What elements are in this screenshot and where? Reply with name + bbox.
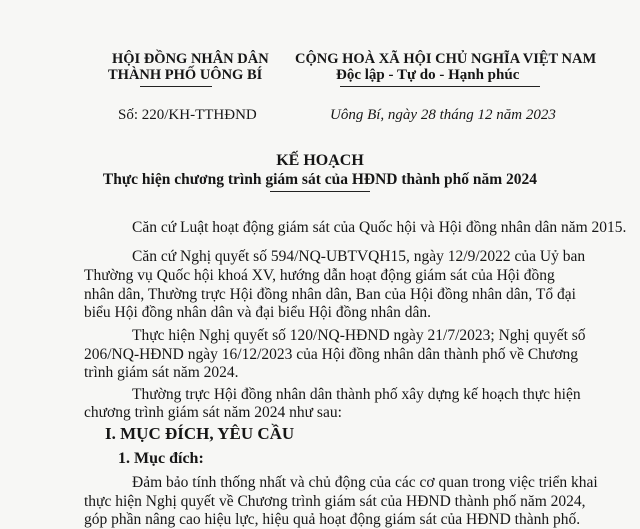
- org-underline: [140, 86, 212, 87]
- document-number: Số: 220/KH-TTHĐND: [118, 107, 257, 123]
- paragraph-line: Thường trực Hội đồng nhân dân thành phố xây dựng kế hoạch thực hiện: [132, 386, 581, 403]
- document-subtitle: Thực hiện chương trình giám sát của HĐND thành phố năm 2024: [102, 171, 538, 188]
- org-name-line1: HỘI ĐỒNG NHÂN DÂN: [112, 51, 269, 67]
- paragraph-line: Thường vụ Quốc hội khoá XV, hướng dẫn hoạt động giám sát của Hội đồng: [84, 267, 555, 284]
- document-title: KẾ HOẠCH: [276, 152, 364, 169]
- title-underline: [270, 191, 370, 192]
- paragraph-line: trình giám sát năm 2024.: [84, 364, 239, 381]
- section-heading: I. MỤC ĐÍCH, YÊU CẦU: [105, 424, 295, 443]
- nation-line2: Độc lập - Tự do - Hạnh phúc: [336, 67, 520, 83]
- nation-underline: [340, 86, 540, 87]
- paragraph-line: góp phần nâng cao hiệu lực, hiệu quả hoạt động giám sát của HĐND thành phố.: [84, 511, 581, 528]
- paragraph-line: Căn cứ Nghị quyết số 594/NQ-UBTVQH15, ngày 12/9/2022 của Uỷ ban: [132, 248, 586, 265]
- org-name-line2: THÀNH PHỐ UÔNG BÍ: [108, 67, 263, 83]
- nation-line1: CỘNG HOÀ XÃ HỘI CHỦ NGHĨA VIỆT NAM: [295, 51, 597, 67]
- paragraph-line: Đảm bảo tính thống nhất và chủ động của các cơ quan trong việc triển khai: [132, 474, 598, 491]
- place-date: Uông Bí, ngày 28 tháng 12 năm 2023: [330, 107, 556, 123]
- paragraph-line: chương trình giám sát năm 2024 như sau:: [84, 404, 342, 421]
- paragraph-line: Thực hiện Nghị quyết số 120/NQ-HĐND ngày 21/7/2023; Nghị quyết số: [132, 327, 586, 344]
- subsection-heading: 1. Mục đích:: [118, 450, 204, 467]
- paragraph-line: biểu Hội đồng nhân dân và đại biểu Hội đồng nhân dân.: [84, 304, 431, 321]
- paragraph-line: nhân dân, Thường trực Hội đồng nhân dân, Ban của Hội đồng nhân dân, Tổ đại: [84, 286, 576, 303]
- paragraph-line: thực hiện Nghị quyết về Chương trình giám sát của HĐND thành phố năm 2024,: [84, 493, 586, 510]
- paragraph-line: Căn cứ Luật hoạt động giám sát của Quốc hội và Hội đồng nhân dân năm 2015.: [132, 219, 627, 236]
- paragraph-line: 206/NQ-HĐND ngày 16/12/2023 của Hội đồng nhân dân thành phố về Chương: [84, 346, 579, 363]
